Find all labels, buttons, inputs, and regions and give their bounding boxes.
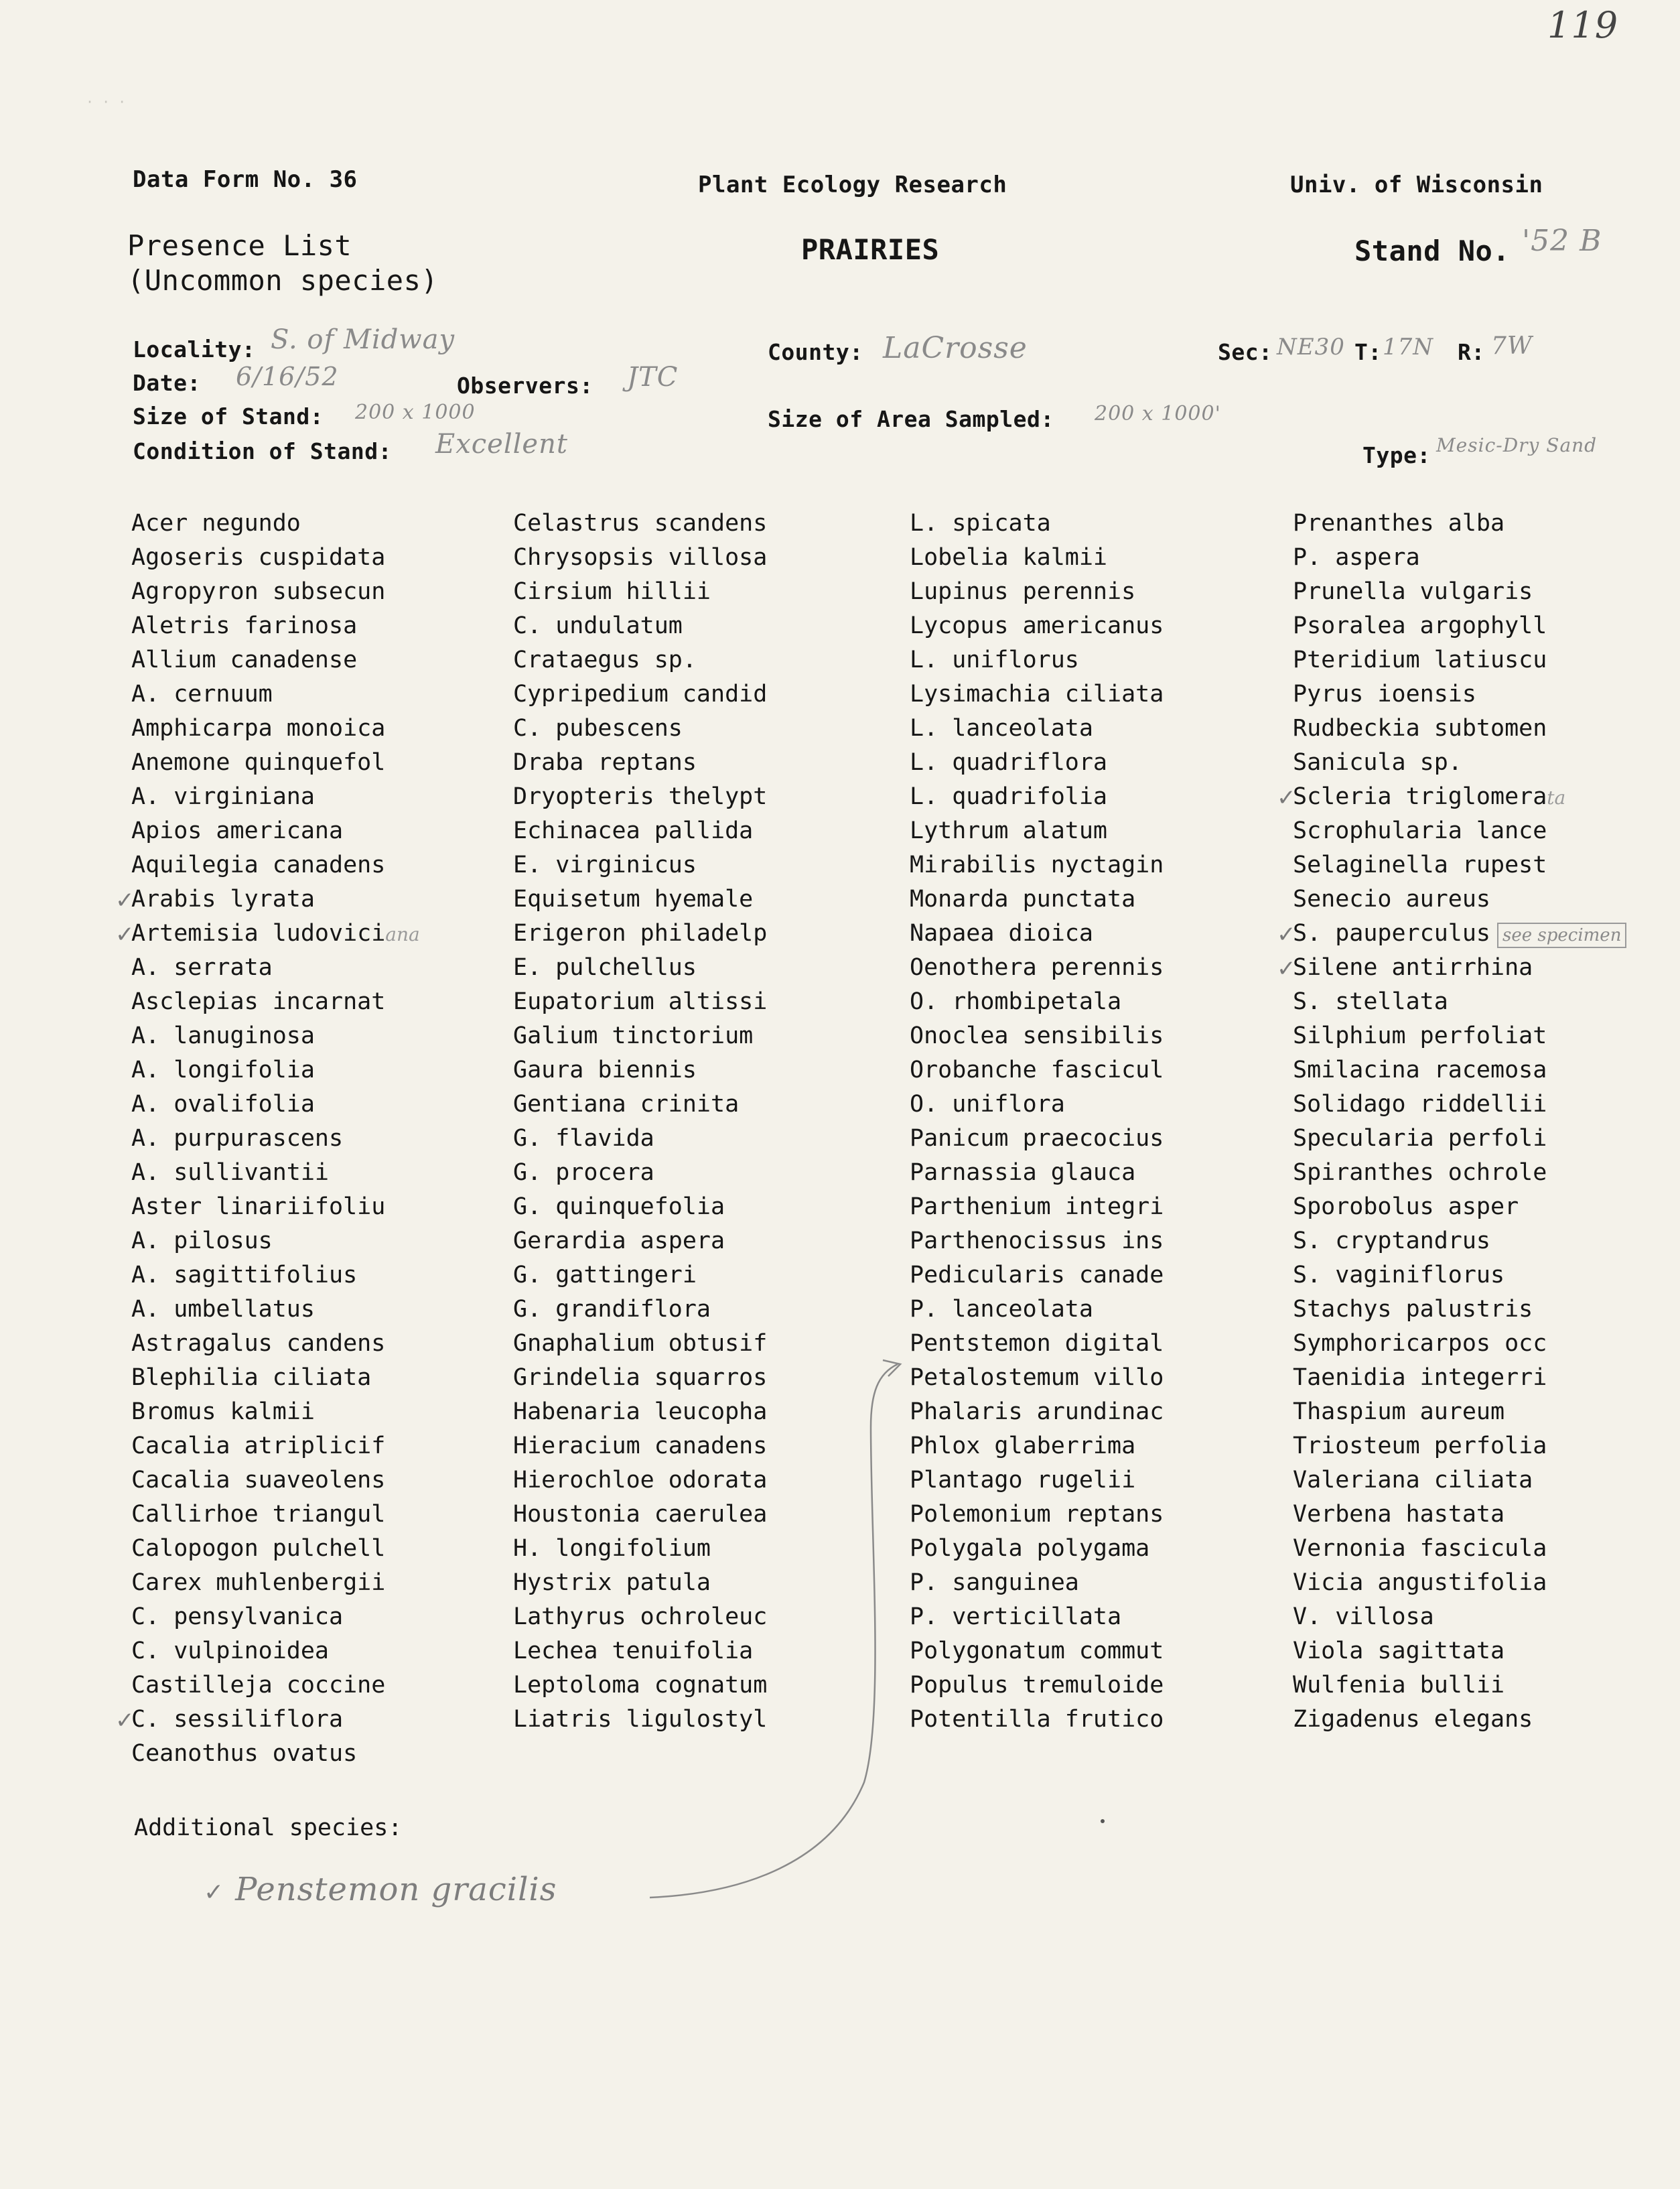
species-name: Draba reptans [513,749,697,776]
species-name: L. spicata [910,510,1051,537]
form-number: Data Form No. 36 [133,166,358,193]
species-name: Senecio aureus [1293,886,1491,913]
species-name: Stachys palustris [1293,1296,1533,1323]
species-name: Napaea dioica [910,920,1093,947]
species-name: Carex muhlenbergii [131,1569,386,1596]
species-name: Amphicarpa monoica [131,715,386,742]
check-mark-icon: ✓ [204,1879,225,1906]
species-name: Mirabilis nyctagin [910,852,1164,878]
species-name: S. pauperculus [1293,920,1491,947]
species-name: Gentiana crinita [513,1091,740,1118]
species-name: L. uniflorus [910,647,1079,673]
species-name: Smilacina racemosa [1293,1057,1547,1083]
species-name: Pentstemon digital [910,1330,1164,1357]
species-name: Oenothera perennis [910,954,1164,981]
species-name: Parthenocissus ins [910,1228,1164,1254]
condition-label: Condition of Stand: [133,438,392,464]
species-name: A. lanuginosa [131,1022,315,1049]
species-name: Parthenium integri [910,1193,1164,1220]
county-label: County: [768,339,863,365]
species-name: G. grandiflora [513,1296,711,1323]
list-title-line1: Presence List [127,229,352,262]
species-name: Callirhoe triangul [131,1501,386,1528]
species-name: Vicia angustifolia [1293,1569,1547,1596]
category-title: PRAIRIES [801,233,940,266]
species-name: Cacalia atriplicif [131,1433,386,1459]
species-name: Pteridium latiuscu [1293,647,1547,673]
species-name: P. verticillata [910,1603,1122,1630]
species-name: Silene antirrhina [1293,954,1533,981]
species-name: Acer negundo [131,510,301,537]
species-name: Sanicula sp. [1293,749,1462,776]
species-name: Leptoloma cognatum [513,1672,768,1699]
species-name: Verbena hastata [1293,1501,1505,1528]
species-name: V. villosa [1293,1603,1434,1630]
species-name: Celastrus scandens [513,510,768,537]
species-name: G. quinquefolia [513,1193,725,1220]
species-name: Monarda punctata [910,886,1136,913]
species-name: Equisetum hyemale [513,886,754,913]
type-value: Mesic-Dry Sand [1436,434,1598,456]
species-name: A. virginiana [131,783,315,810]
check-mark-icon: ✓ [1277,955,1296,982]
species-name: Specularia perfoli [1293,1125,1547,1152]
species-name: C. undulatum [513,612,683,639]
stand-number-value: '52 B [1522,224,1602,258]
species-name: Cacalia suaveolens [131,1467,386,1494]
observers-label: Observers: [457,373,593,399]
species-name: Plantago rugelii [910,1467,1136,1494]
species-name: Spiranthes ochrole [1293,1159,1547,1186]
species-name: Anemone quinquefol [131,749,386,776]
additional-species-label: Additional species: [134,1814,403,1841]
stray-marks: · · · [86,94,127,110]
species-name: Symphoricarpos occ [1293,1330,1547,1357]
species-name: Lythrum alatum [910,817,1108,844]
species-name: Chrysopsis villosa [513,544,768,571]
species-name: Houstonia caerulea [513,1501,768,1528]
species-name: Echinacea pallida [513,817,754,844]
size-of-stand-label: Size of Stand: [133,403,324,429]
species-name: Bromus kalmii [131,1398,315,1425]
size-of-area-label: Size of Area Sampled: [768,406,1054,432]
species-name: A. serrata [131,954,273,981]
species-name: P. sanguinea [910,1569,1079,1596]
species-name: C. pensylvanica [131,1603,344,1630]
species-name: L. quadriflora [910,749,1108,776]
species-name: Cirsium hillii [513,578,711,605]
species-name: Polygala polygama [910,1535,1150,1562]
species-name: Zigadenus elegans [1293,1706,1533,1733]
species-name: A. sagittifolius [131,1262,358,1288]
list-title-line2: (Uncommon species) [127,264,439,297]
check-mark-icon: ✓ [1277,921,1296,948]
species-name: Taenidia integerri [1293,1364,1547,1391]
county-value: LaCrosse [883,331,1028,365]
species-name: C. vulpinoidea [131,1638,330,1664]
species-name: Phlox glaberrima [910,1433,1136,1459]
species-name: E. virginicus [513,852,697,878]
species-name: Habenaria leucopha [513,1398,768,1425]
check-mark-icon: ✓ [115,887,135,914]
species-name: L. quadrifolia [910,783,1108,810]
species-name: A. umbellatus [131,1296,315,1323]
species-name: Phalaris arundinac [910,1398,1164,1425]
species-name: Dryopteris thelypt [513,783,768,810]
university: Univ. of Wisconsin [1290,172,1543,198]
check-mark-icon: ✓ [1277,785,1296,811]
species-name: Aster linariifoliu [131,1193,386,1220]
species-name: Allium canadense [131,647,358,673]
species-name: C. sessiliflora [131,1706,344,1733]
species-name: Scleria triglomera [1293,783,1547,810]
species-name: Aquilegia canadens [131,852,386,878]
institution: Plant Ecology Research [698,172,1007,198]
species-name: Panicum praecocius [910,1125,1164,1152]
species-name: Calopogon pulchell [131,1535,386,1562]
date-value: 6/16/52 [236,362,339,391]
species-name: A. longifolia [131,1057,315,1083]
r-label: R: [1458,339,1485,365]
locality-value: S. of Midway [271,324,456,355]
species-name: Liatris ligulostyl [513,1706,768,1733]
species-name: Rudbeckia subtomen [1293,715,1547,742]
species-name: Agoseris cuspidata [131,544,386,571]
species-name: Parnassia glauca [910,1159,1136,1186]
species-name: L. lanceolata [910,715,1093,742]
handwritten-suffix: ana [385,923,420,945]
species-name: Potentilla frutico [910,1706,1164,1733]
species-name: G. gattingeri [513,1262,697,1288]
species-name: H. longifolium [513,1535,711,1562]
stand-number-label: Stand No. [1354,235,1511,267]
species-name: P. lanceolata [910,1296,1093,1323]
species-name: Polygonatum commut [910,1638,1164,1664]
species-name: Solidago riddellii [1293,1091,1547,1118]
species-name: Hierochloe odorata [513,1467,768,1494]
species-name: Ceanothus ovatus [131,1740,358,1767]
species-name: Silphium perfoliat [1293,1022,1547,1049]
species-name: G. procera [513,1159,654,1186]
condition-value: Excellent [435,429,568,460]
species-name: Viola sagittata [1293,1638,1505,1664]
species-name: Triosteum perfolia [1293,1433,1547,1459]
species-name: Astragalus candens [131,1330,386,1357]
species-name: Arabis lyrata [131,886,315,913]
species-name: Lupinus perennis [910,578,1136,605]
species-name: Eupatorium altissi [513,988,768,1015]
check-mark-icon: ✓ [115,921,135,948]
species-name: Gaura biennis [513,1057,697,1083]
species-name: Gerardia aspera [513,1228,725,1254]
species-name: Cypripedium candid [513,681,768,708]
sec-label: Sec: [1218,339,1273,365]
r-value: 7W [1491,332,1533,360]
species-name: Hystrix patula [513,1569,711,1596]
handwritten-suffix: ta [1547,787,1566,809]
species-name: S. stellata [1293,988,1448,1015]
species-name: Lycopus americanus [910,612,1164,639]
species-name: Pedicularis canade [910,1262,1164,1288]
species-name: Artemisia ludovici [131,920,386,947]
species-name: Lobelia kalmii [910,544,1108,571]
species-name: Valeriana ciliata [1293,1467,1533,1494]
species-name: C. pubescens [513,715,683,742]
species-name: Orobanche fascicul [910,1057,1164,1083]
species-name: Castilleja coccine [131,1672,386,1699]
species-name: Scrophularia lance [1293,817,1547,844]
species-name: Lysimachia ciliata [910,681,1164,708]
check-mark-icon: ✓ [115,1707,135,1734]
size-of-area-value: 200 x 1000' [1095,402,1221,425]
species-name: Psoralea argophyll [1293,612,1547,639]
species-name: S. cryptandrus [1293,1228,1491,1254]
observers-value: JTC [627,362,679,393]
species-name: Asclepias incarnat [131,988,386,1015]
species-name: A. sullivantii [131,1159,330,1186]
size-of-stand-value: 200 x 1000 [355,401,476,424]
date-label: Date: [133,370,201,396]
species-name: Prenanthes alba [1293,510,1505,537]
species-name: Crataegus sp. [513,647,697,673]
page-number: 119 [1547,4,1619,46]
species-name: Aletris farinosa [131,612,358,639]
species-name: Galium tinctorium [513,1022,754,1049]
species-name: Agropyron subsecun [131,578,386,605]
t-value: 17N [1383,334,1434,360]
additional-species-name: Penstemon gracilis [235,1871,557,1908]
species-name: Erigeron philadelp [513,920,768,947]
species-name: Thaspium aureum [1293,1398,1505,1425]
species-name: Populus tremuloide [910,1672,1164,1699]
species-name: A. ovalifolia [131,1091,315,1118]
locality-label: Locality: [133,336,256,362]
species-name: A. pilosus [131,1228,273,1254]
species-name: Vernonia fascicula [1293,1535,1547,1562]
species-name: Sporobolus asper [1293,1193,1519,1220]
t-label: T: [1354,339,1382,365]
species-name: S. vaginiflorus [1293,1262,1505,1288]
species-name: A. cernuum [131,681,273,708]
species-name: O. rhombipetala [910,988,1122,1015]
species-name: Selaginella rupest [1293,852,1547,878]
species-name: P. aspera [1293,544,1420,571]
species-name: Petalostemum villo [910,1364,1164,1391]
species-name: A. purpurascens [131,1125,344,1152]
species-name: E. pulchellus [513,954,697,981]
species-name: Apios americana [131,817,344,844]
species-name: Onoclea sensibilis [910,1022,1164,1049]
species-name: Lechea tenuifolia [513,1638,754,1664]
species-name: Wulfenia bullii [1293,1672,1505,1699]
species-name: Polemonium reptans [910,1501,1164,1528]
species-name: Blephilia ciliata [131,1364,372,1391]
handwritten-note: see specimen [1497,923,1626,948]
species-name: Gnaphalium obtusif [513,1330,768,1357]
species-name: O. uniflora [910,1091,1065,1118]
species-name: Grindelia squarros [513,1364,768,1391]
species-name: Hieracium canadens [513,1433,768,1459]
species-name: Lathyrus ochroleuc [513,1603,768,1630]
species-name: G. flavida [513,1125,654,1152]
species-name: Prunella vulgaris [1293,578,1533,605]
sec-value: NE30 [1277,334,1345,360]
species-name: Pyrus ioensis [1293,681,1476,708]
type-label: Type: [1362,442,1431,468]
